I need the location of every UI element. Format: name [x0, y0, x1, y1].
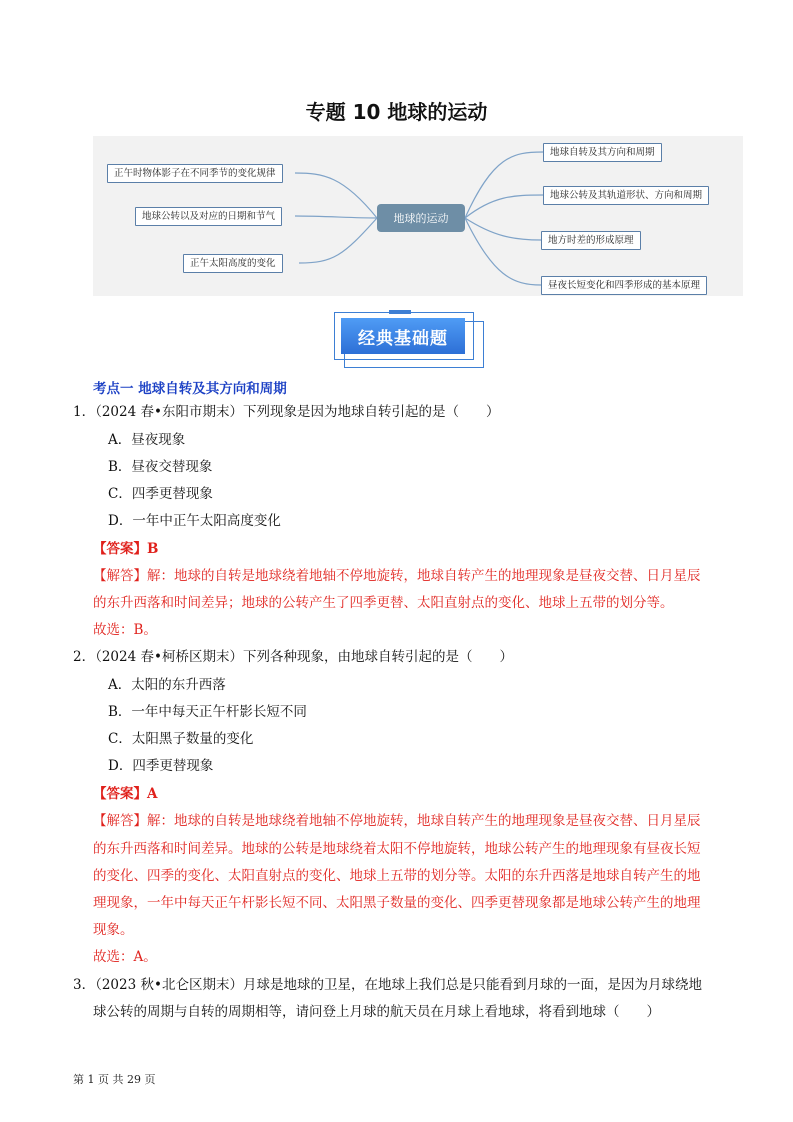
question-2-analysis-line-2: 的东升西落和时间差异。地球的公转是地球绕着太阳不停地旋转，地球公转产生的地理现象有昼夜长短	[93, 841, 701, 857]
badge-label: 经典基础题	[341, 318, 465, 354]
mind-map-node-right-2: 地球公转及其轨道形状、方向和周期	[543, 186, 709, 205]
question-2-analysis-line-3: 的变化、四季的变化、太阳直射点的变化、地球上五带的划分等。太阳的东升西落是地球自转产生的地	[93, 868, 701, 884]
mind-map-node-left-2: 地球公转以及对应的日期和节气	[135, 207, 282, 226]
question-3-stem-line-2: 球公转的周期与自转的周期相等，请问登上月球的航天员在月球上看地球，将看到地球（ ）	[93, 1004, 660, 1020]
question-2-answer: 【答案】A	[93, 786, 158, 802]
mind-map	[93, 136, 743, 296]
section-badge	[334, 312, 484, 367]
question-2-stem: 2．（2024 春•柯桥区期末）下列各种现象，由地球自转引起的是（ ）	[73, 649, 513, 665]
question-2-option-a: A．太阳的东升西落	[108, 677, 226, 693]
question-2-option-c: C．太阳黑子数量的变化	[108, 731, 254, 747]
question-2-choice: 故选：A。	[93, 949, 157, 965]
mind-map-node-right-1: 地球自转及其方向和周期	[543, 143, 662, 162]
question-2-analysis-line-5: 现象。	[93, 922, 134, 938]
question-1-stem: 1．（2024 春•东阳市期末）下列现象是因为地球自转引起的是（ ）	[73, 404, 500, 420]
question-2-analysis-line-1: 【解答】解：地球的自转是地球绕着地轴不停地旋转，地球自转产生的地理现象是昼夜交替、日月星辰	[93, 813, 701, 829]
question-1-option-c: C．四季更替现象	[108, 486, 213, 502]
mind-map-node-left-1: 正午时物体影子在不同季节的变化规律	[107, 164, 283, 183]
question-1-analysis-line-1: 【解答】解：地球的自转是地球绕着地轴不停地旋转，地球自转产生的地理现象是昼夜交替、日月星辰	[93, 568, 701, 584]
mind-map-node-left-3: 正午太阳高度的变化	[183, 254, 283, 273]
question-1-answer: 【答案】B	[93, 541, 159, 557]
question-2-analysis-line-4: 理现象，一年中每天正午杆影长短不同、太阳黑子数量的变化、四季更替现象都是地球公转产生的地理	[93, 895, 701, 911]
mind-map-node-right-3: 地方时差的形成原理	[541, 231, 641, 250]
question-2-option-d: D．四季更替现象	[108, 758, 214, 774]
page-footer: 第 1 页 共 29 页	[73, 1073, 156, 1086]
mind-map-node-right-4: 昼夜长短变化和四季形成的基本原理	[541, 276, 707, 295]
badge-top-mark	[389, 310, 411, 314]
question-1-choice: 故选：B。	[93, 622, 157, 638]
section-title: 考点一 地球自转及其方向和周期	[93, 381, 287, 397]
question-1-option-b: B．昼夜交替现象	[108, 459, 213, 475]
question-3-stem-line-1: 3．（2023 秋•北仑区期末）月球是地球的卫星，在地球上我们总是只能看到月球的一面，是因为月球绕地	[73, 977, 702, 993]
question-2-option-b: B．一年中每天正午杆影长短不同	[108, 704, 307, 720]
question-1-option-d: D．一年中正午太阳高度变化	[108, 513, 281, 529]
mind-map-center-node: 地球的运动	[377, 204, 465, 232]
question-1-option-a: A．昼夜现象	[108, 432, 186, 448]
question-1-analysis-line-2: 的东升西落和时间差异；地球的公转产生了四季更替、太阳直射点的变化、地球上五带的划分等。	[93, 595, 674, 611]
page-title: 专题 10 地球的运动	[305, 100, 488, 124]
